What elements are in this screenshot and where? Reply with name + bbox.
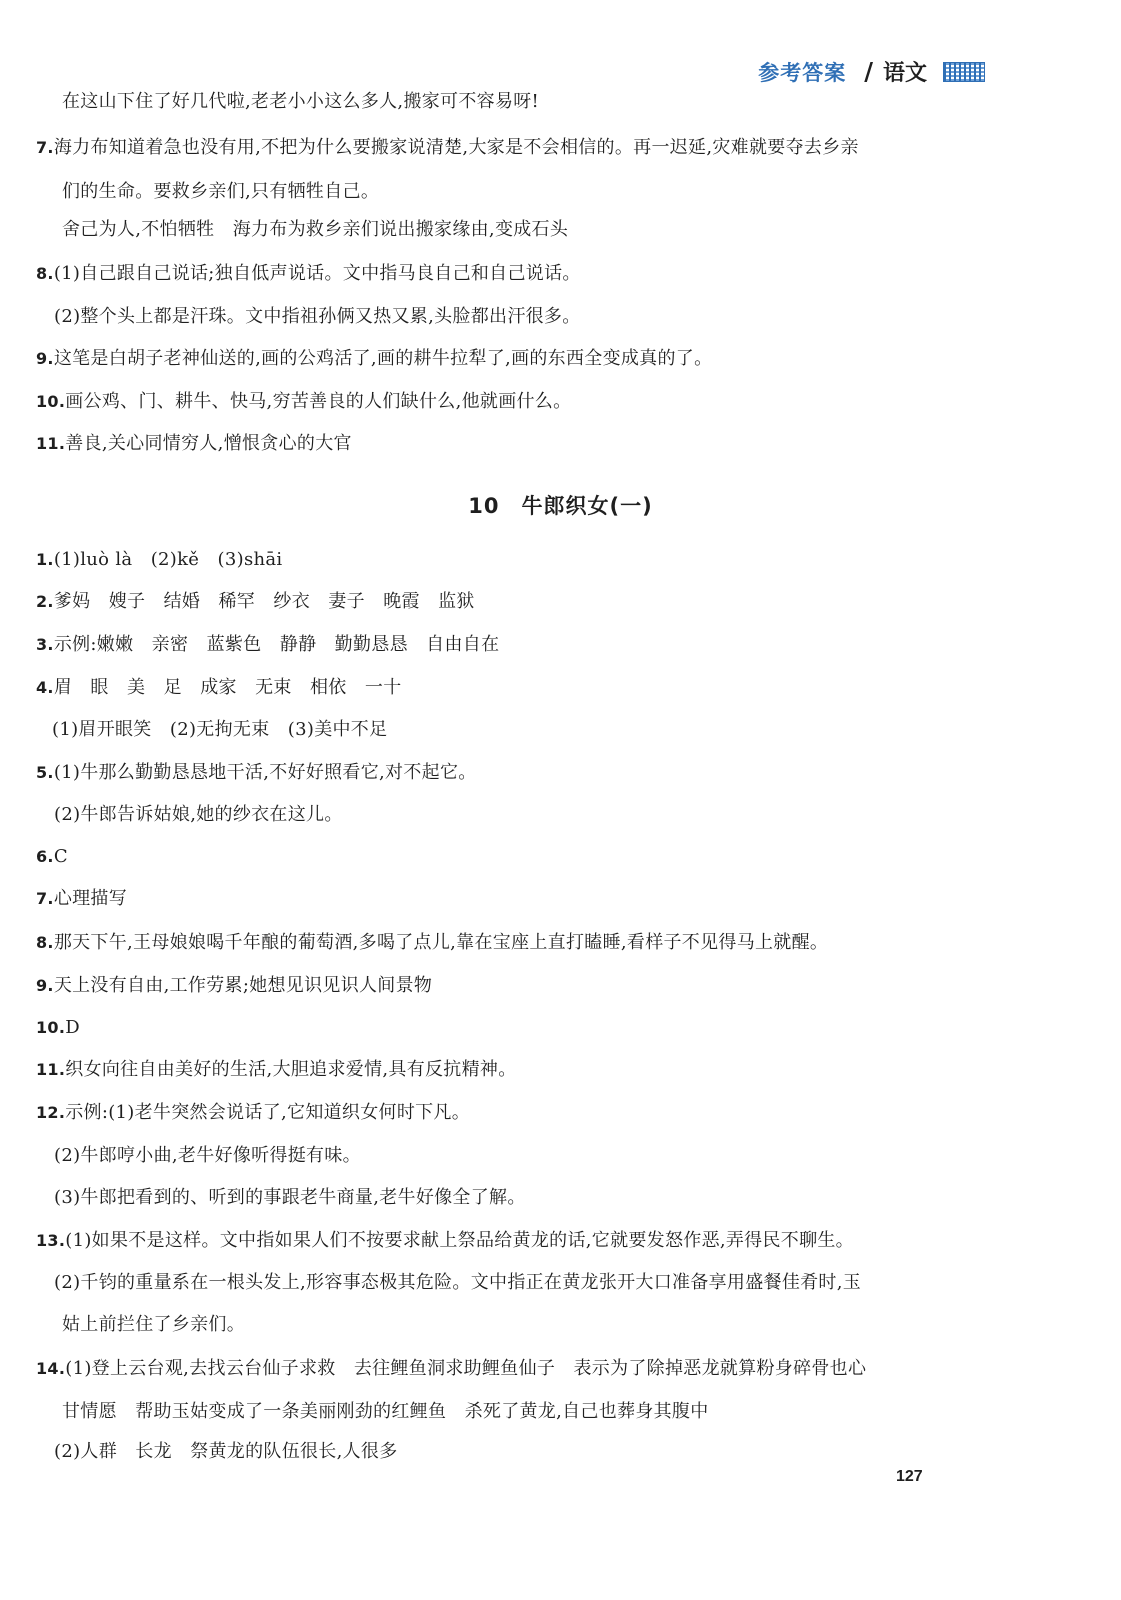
answer-line: 10.画公鸡、门、耕牛、快马,穷苦善良的人们缺什么,他就画什么。 [36, 391, 572, 412]
page-number: 127 [896, 1468, 923, 1485]
answer-line: 5.(1)牛那么勤勤恳恳地干活,不好好照看它,对不起它。 [36, 762, 477, 783]
page-header [758, 56, 985, 87]
answer-line: 2.爹妈 嫂子 结婚 稀罕 纱衣 妻子 晚霞 监狱 [36, 591, 475, 612]
answer-line: 14.(1)登上云台观,去找云台仙子求救 去往鲤鱼洞求助鲤鱼仙子 表示为了除掉恶龙就算粉身碎骨也心 [36, 1358, 867, 1379]
answer-line: 9.这笔是白胡子老神仙送的,画的公鸡活了,画的耕牛拉犁了,画的东西全变成真的了。 [36, 348, 713, 369]
answer-line: 1.(1)luò là (2)kě (3)shāi [36, 549, 283, 570]
section-number: 10 [468, 494, 500, 518]
header-separator: / [864, 57, 873, 86]
answer-line: 13.(1)如果不是这样。文中指如果人们不按要求献上祭品给黄龙的话,它就要发怒作恶,弄得民不聊生。 [36, 1230, 854, 1251]
answer-line: (2)牛郎告诉姑娘,她的纱衣在这儿。 [54, 804, 343, 825]
answer-line: 姑上前拦住了乡亲们。 [62, 1314, 245, 1335]
answer-line: 在这山下住了好几代啦,老老小小这么多人,搬家可不容易呀! [62, 91, 540, 112]
answer-line: 7.海力布知道着急也没有用,不把为什么要搬家说清楚,大家是不会相信的。再一迟延,灾难就要夺去乡亲 [36, 137, 859, 158]
answer-line: 4.眉 眼 美 足 成家 无束 相依 一十 [36, 677, 402, 698]
answer-line: (2)人群 长龙 祭黄龙的队伍很长,人很多 [54, 1441, 398, 1462]
answer-line: 11.善良,关心同情穷人,憎恨贪心的大官 [36, 433, 352, 454]
answer-line: 11.织女向往自由美好的生活,大胆追求爱情,具有反抗精神。 [36, 1059, 517, 1080]
answer-line: 3.示例:嫩嫩 亲密 蓝紫色 静静 勤勤恳恳 自由自在 [36, 634, 500, 655]
answer-line: (3)牛郎把看到的、听到的事跟老牛商量,老牛好像全了解。 [54, 1187, 526, 1208]
header-label: 参考答案 [758, 59, 847, 85]
answer-line: 9.天上没有自由,工作劳累;她想见识见识人间景物 [36, 975, 433, 996]
answer-line: 12.示例:(1)老牛突然会说话了,它知道织女何时下凡。 [36, 1102, 471, 1123]
answer-line: (1)眉开眼笑 (2)无拘无束 (3)美中不足 [52, 719, 388, 740]
answer-line: 7.心理描写 [36, 888, 128, 909]
answer-line: 10.D [36, 1017, 80, 1038]
answer-line: 甘情愿 帮助玉姑变成了一条美丽刚劲的红鲤鱼 杀死了黄龙,自己也葬身其腹中 [62, 1401, 709, 1422]
answer-line: 8.那天下午,王母娘娘喝千年酿的葡萄酒,多喝了点儿,靠在宝座上直打瞌睡,看样子不见得马上就醒。 [36, 932, 829, 953]
header-decoration-icon [943, 62, 985, 82]
answer-line: 6.C [36, 846, 68, 867]
answer-line: 8.(1)自己跟自己说话;独自低声说话。文中指马良自己和自己说话。 [36, 263, 581, 284]
section-name: 牛郎织女(一) [521, 494, 653, 518]
header-subject: 语文 [882, 60, 927, 86]
section-title [0, 490, 1121, 520]
answer-line: (2)整个头上都是汗珠。文中指祖孙俩又热又累,头脸都出汗很多。 [54, 306, 581, 327]
answer-line: 们的生命。要救乡亲们,只有牺牲自己。 [62, 181, 380, 202]
answer-line: (2)千钧的重量系在一根头发上,形容事态极其危险。文中指正在黄龙张开大口准备享用盛餐佳肴时,玉 [54, 1272, 862, 1293]
answer-line: (2)牛郎哼小曲,老牛好像听得挺有味。 [54, 1145, 361, 1166]
answer-line: 舍己为人,不怕牺牲 海力布为救乡亲们说出搬家缘由,变成石头 [62, 219, 569, 240]
